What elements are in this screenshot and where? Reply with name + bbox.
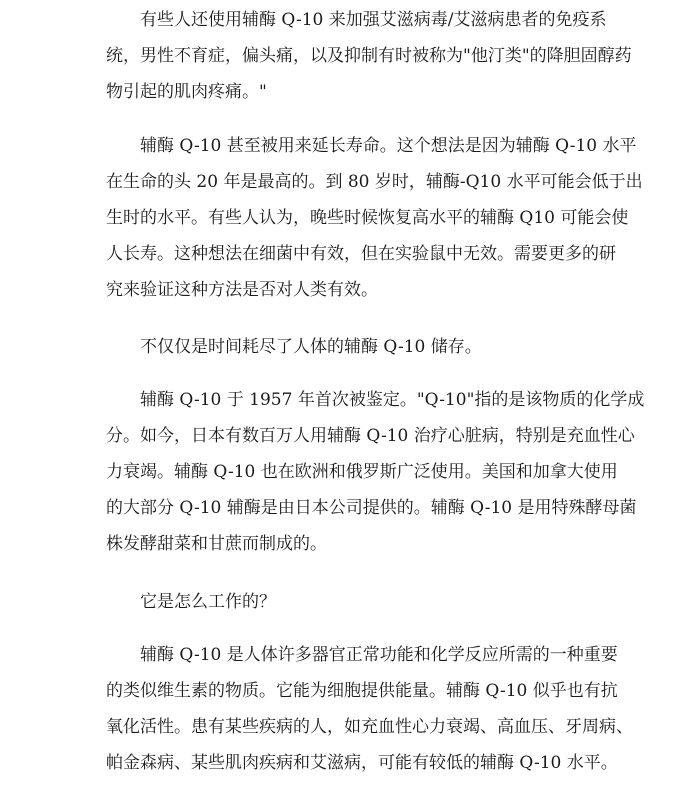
text-line: 辅酶 Q-10 甚至被用来延长寿命。这个想法是因为辅酶 Q-10 水平 (140, 136, 637, 156)
text-line: 氧化活性。患有某些疾病的人，如充血性心力衰竭、高血压、牙周病、 (106, 717, 633, 737)
section-heading-how-it-works (106, 584, 606, 620)
paragraph-immune-uses (106, 2, 632, 110)
text-line: 的大部分 Q-10 辅酶是由日本公司提供的。辅酶 Q-10 是用特殊酵母菌 (106, 498, 637, 518)
text-line: 株发酵甜菜和甘蔗而制成的。 (106, 534, 327, 554)
text-line: 人长寿。这种想法在细菌中有效，但在实验鼠中无效。需要更多的研 (106, 244, 616, 264)
text-line: 辅酶 Q-10 于 1957 年首次被鉴定。"Q-10"指的是该物质的化学成 (140, 390, 645, 410)
text-line: 统，男性不育症，偏头痛，以及抑制有时被称为"他汀类"的降胆固醇药 (106, 46, 632, 66)
paragraph-mechanism (106, 637, 633, 781)
text-line: 究来验证这种方法是否对人类有效。 (106, 280, 378, 300)
text-line: 不仅仅是时间耗尽了人体的辅酶 Q-10 储存。 (140, 337, 482, 357)
paragraph-depletion (106, 329, 606, 365)
text-line: 生时的水平。有些人认为，晚些时候恢复高水平的辅酶 Q10 可能会使 (106, 208, 629, 228)
text-line: 物引起的肌肉疼痛。" (106, 82, 267, 102)
text-line: 有些人还使用辅酶 Q-10 来加强艾滋病毒/艾滋病患者的免疫系 (140, 10, 607, 30)
paragraph-lifespan (106, 128, 643, 308)
text-line: 在生命的头 20 年是最高的。到 80 岁时，辅酶-Q10 水平可能会低于出 (106, 172, 643, 192)
paragraph-history (106, 382, 645, 562)
text-line: 的类似维生素的物质。它能为细胞提供能量。辅酶 Q-10 似乎也有抗 (106, 681, 618, 701)
text-line: 辅酶 Q-10 是人体许多器官正常功能和化学反应所需的一种重要 (140, 645, 618, 665)
text-line: 分。如今，日本有数百万人用辅酶 Q-10 治疗心脏病，特别是充血性心 (106, 426, 635, 446)
text-line: 帕金森病、某些肌肉疾病和艾滋病，可能有较低的辅酶 Q-10 水平。 (106, 753, 618, 773)
text-line: 力衰竭。辅酶 Q-10 也在欧洲和俄罗斯广泛使用。美国和加拿大使用 (106, 462, 618, 482)
text-line: 它是怎么工作的？ (140, 592, 276, 612)
